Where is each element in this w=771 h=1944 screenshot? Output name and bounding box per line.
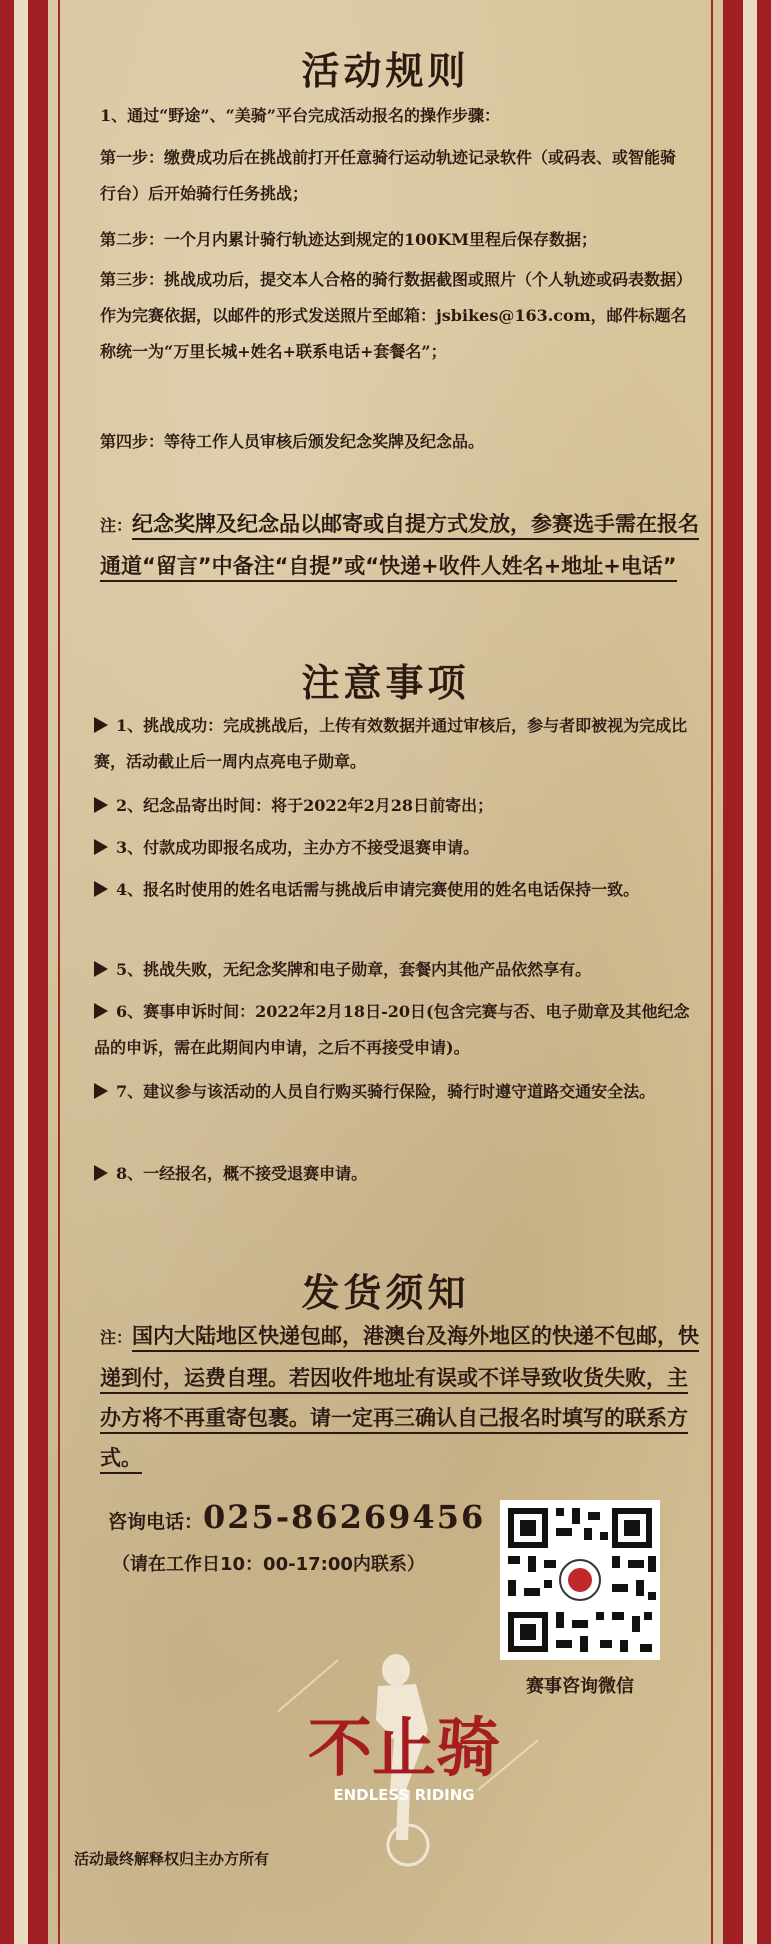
arrow-right-icon	[94, 797, 108, 813]
notice-item-text: 1、挑战成功：完成挑战后，上传有效数据并通过审核后，参与者即被视为完成比赛，活动截止后一周内点亮电子勋章。	[94, 716, 688, 771]
notice-item-text: 6、赛事申诉时间：2022年2月18日-20日(包含完赛与否、电子勋章及其他纪念品的申诉，需在此期间内申请，之后不再接受申请)。	[94, 1002, 690, 1057]
consult-label: 咨询电话：	[108, 1511, 204, 1533]
arrow-right-icon	[94, 1083, 108, 1099]
notice-item	[94, 1074, 694, 1110]
qr-code-icon[interactable]	[500, 1500, 660, 1660]
notice-item	[94, 830, 694, 866]
logo-english: ENDLESS RIDING	[333, 1786, 475, 1804]
arrow-right-icon	[94, 839, 108, 855]
notice-item	[94, 708, 694, 780]
rules-note	[100, 504, 700, 586]
consult-hours: （请在工作日10：00-17:00内联系）	[112, 1554, 425, 1575]
shipping-note	[100, 1316, 700, 1478]
frame-left-stripe	[14, 0, 28, 1944]
rules-note-label: 注：	[100, 516, 133, 535]
notice-item	[94, 788, 694, 824]
shipping-note-label: 注：	[100, 1328, 133, 1347]
arrow-right-icon	[94, 1003, 108, 1019]
rules-step4: 第四步：等待工作人员审核后颁发纪念奖牌及纪念品。	[100, 432, 485, 451]
consult-phone	[108, 1498, 485, 1536]
notice-item-text: 4、报名时使用的姓名电话需与挑战后申请完赛使用的姓名电话保持一致。	[116, 880, 640, 899]
rules-intro: 1、通过“野途”、“美骑”平台完成活动报名的操作步骤：	[100, 106, 500, 125]
notice-item-text: 3、付款成功即报名成功，主办方不接受退赛申请。	[116, 838, 480, 857]
endless-riding-logo	[278, 1640, 538, 1870]
rules-title: 活动规则	[301, 49, 470, 93]
phone-number[interactable]: 025-86269456	[203, 1498, 486, 1536]
notice-item-text: 8、一经报名，概不接受退赛申请。	[116, 1164, 368, 1183]
notice-item	[94, 1156, 694, 1192]
arrow-right-icon	[94, 1165, 108, 1181]
shipping-note-text: 国内大陆地区快递包邮，港澳台及海外地区的快递不包邮，快递到付，运费自理。若因收件地址有误或不详导致收货失败，主办方将不再重寄包裹。请一定再三确认自己报名时填写的联系方式。	[100, 1324, 699, 1474]
notice-item	[94, 872, 694, 908]
content	[48, 0, 723, 1944]
logo-chinese: 不止骑	[308, 1711, 500, 1786]
notice-title: 注意事项	[301, 661, 470, 705]
arrow-right-icon	[94, 717, 108, 733]
footer-disclaimer: 活动最终解释权归主办方所有	[74, 1850, 270, 1868]
notice-item-text: 7、建议参与该活动的人员自行购买骑行保险，骑行时遵守道路交通安全法。	[116, 1082, 656, 1101]
notice-item-text: 2、纪念品寄出时间：将于2022年2月28日前寄出；	[116, 796, 494, 815]
rules-step2: 第二步：一个月内累计骑行轨迹达到规定的100KM里程后保存数据；	[100, 230, 598, 249]
notice-item	[94, 994, 694, 1066]
qr-caption: 赛事咨询微信	[526, 1676, 634, 1697]
rules-step3: 第三步：挑战成功后，提交本人合格的骑行数据截图或照片（个人轨迹或码表数据）作为完赛依据，以邮件的形式发送照片至邮箱：jsbikes@163.com，邮件标题名称统一为“万里长城+姓名+联系电话+套餐名”；	[100, 270, 687, 361]
notice-item-text: 5、挑战失败，无纪念奖牌和电子勋章，套餐内其他产品依然享有。	[116, 960, 592, 979]
shipping-title: 发货须知	[301, 1271, 470, 1315]
rules-note-text: 纪念奖牌及纪念品以邮寄或自提方式发放，参赛选手需在报名通道“留言”中备注“自提”或“快递+收件人姓名+地址+电话”	[100, 512, 699, 582]
notice-item	[94, 952, 694, 988]
frame-right-stripe	[743, 0, 757, 1944]
arrow-right-icon	[94, 961, 108, 977]
arrow-right-icon	[94, 881, 108, 897]
rules-step1: 第一步：缴费成功后在挑战前打开任意骑行运动轨迹记录软件（或码表、或智能骑行台）后开始骑行任务挑战；	[100, 148, 677, 203]
